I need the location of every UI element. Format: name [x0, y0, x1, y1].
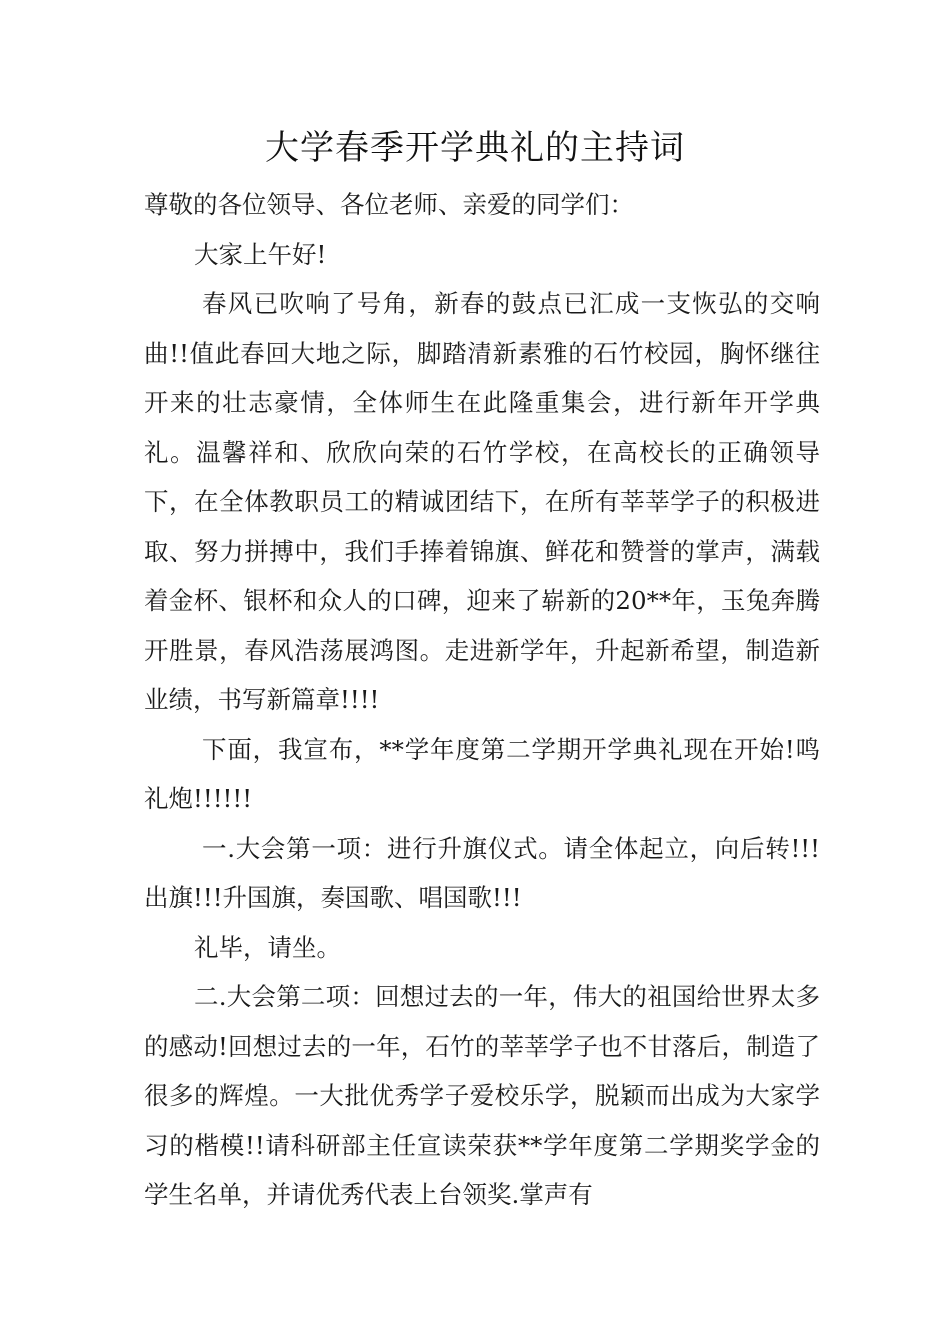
- agenda-item-one-paragraph: 一.大会第一项：进行升旗仪式。请全体起立，向后转!!!出旗!!!升国旗，奏国歌、唱国歌!!!: [144, 833, 820, 912]
- document-title: 大学春季开学典礼的主持词: [265, 128, 685, 168]
- document-body: [144, 180, 820, 1220]
- agenda-item-two-paragraph: 二.大会第二项：回想过去的一年，伟大的祖国给世界太多的感动!回想过去的一年，石竹的莘莘学子也不甘落后，制造了很多的辉煌。一大批优秀学子爱校乐学，脱颖而出成为大家学习的楷模!!请科研部主任宣读荣获**学年度第二学期奖学金的学生名单，并请优秀代表上台领奖.掌声有: [144, 982, 820, 1209]
- greeting-paragraph: 大家上午好!: [194, 239, 327, 269]
- opening-paragraph: 春风已吹响了号角，新春的鼓点已汇成一支恢弘的交响曲!!值此春回大地之际，脚踏清新素雅的石竹校园，胸怀继往开来的壮志豪情，全体师生在此隆重集会，进行新年开学典礼。温馨祥和、欣欣向荣的石竹学校，在高校长的正确领导下，在全体教职员工的精诚团结下，在所有莘莘学子的积极进取、努力拼搏中，我们手捧着锦旗、鲜花和赞誉的掌声，满载着金杯、银杯和众人的口碑，迎来了崭新的20**年，玉兔奔腾开胜景，春风浩荡展鸿图。走进新学年，升起新希望，制造新业绩，书写新篇章!!!!: [144, 289, 820, 714]
- announcement-paragraph: 下面，我宣布，**学年度第二学期开学典礼现在开始!鸣礼炮!!!!!!: [144, 734, 820, 813]
- be-seated-paragraph: 礼毕，请坐。: [194, 932, 341, 962]
- salutation-paragraph: 尊敬的各位领导、各位老师、亲爱的同学们：: [144, 190, 634, 219]
